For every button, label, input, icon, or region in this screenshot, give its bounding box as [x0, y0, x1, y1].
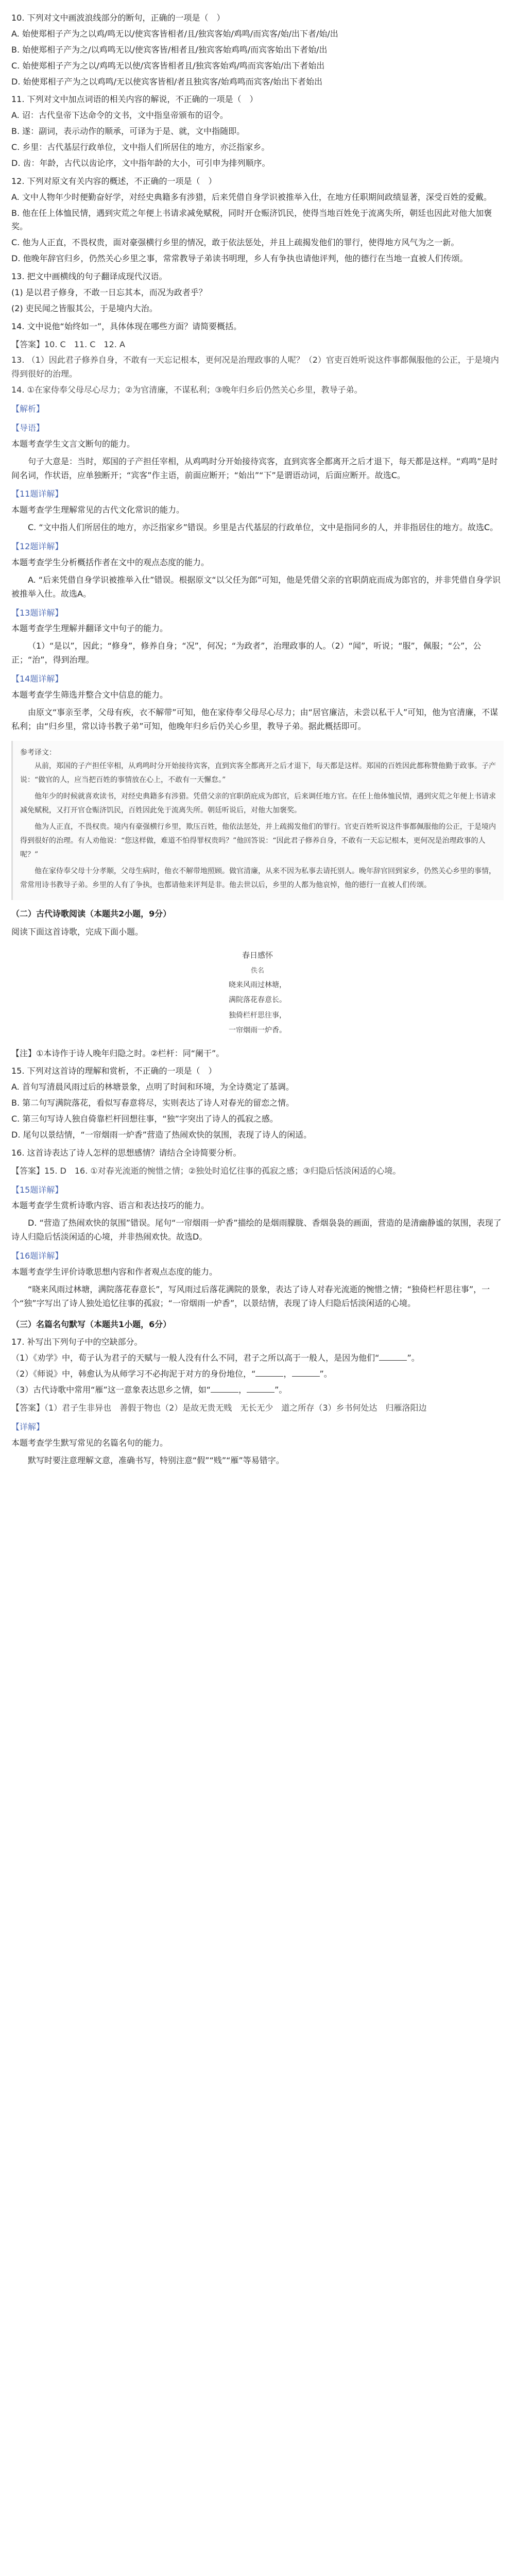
option-a: A. 文中人物年少时便勤奋好学，对经史典籍多有涉猎，后来凭借自身学识被推举入仕，在地方任职期间政绩显著，深受百姓的爱戴。 [11, 192, 492, 202]
option-a: A. 始使郑相子产为之以鸡/鸣无以/使宾客皆相者/且/独宾客始/鸡鸣/而宾客/始/出下者/始/出 [11, 28, 338, 39]
poem-title: 春日感怀 [242, 951, 273, 960]
analysis-detail: C. “文中指人们所居住的地方，亦泛指家乡”错误。乡里是古代基层的行政单位，文中是指同乡的人，并非指居住的地方。故选C。 [28, 522, 499, 533]
fill-blank[interactable] [379, 1360, 407, 1361]
question-stem: 12. 下列对原文有关内容的概述，不正确的一项是（ ） [11, 176, 217, 186]
fill-text: （3）古代诗歌中常用“雁”这一意象表达思乡之情，如“ [11, 1385, 211, 1395]
option-d: D. 他晚年辞官归乡，仍然关心乡里之事，常常教导子弟读书明理，乡人有争执也请他评判，他的德行在当地一直被人们传颂。 [11, 253, 468, 264]
answer-line: 【答案】10. C 11. C 12. A [11, 339, 125, 349]
analysis-text: 本题考查学生分析概括作者在文中的观点态度的能力。 [11, 557, 210, 567]
question-13 [11, 270, 504, 316]
analysis-tag: 【15题详解】 [11, 1184, 63, 1195]
translation-paragraph: 从前，郑国的子产担任宰相，从鸡鸣时分开始接待宾客，直到宾客全都离开之后才退下，每天都是这样。郑国的百姓因此都称赞他勤于政事。子产说：“做官的人，应当把百姓的事情放在心上，不敢有一天懈怠。” [20, 762, 496, 784]
translation-item-1: (1) 是以君子修身，不敢一日忘其本，而况为政者乎？ [11, 287, 207, 297]
fill-text: ， [238, 1385, 247, 1395]
analysis-text: 本题考查学生默写常见的名篇名句的能力。 [11, 1437, 168, 1448]
question-17 [11, 1335, 504, 1397]
poem-note: 【注】①本诗作于诗人晚年归隐之时。②栏杆：同“阑干”。 [11, 1048, 225, 1058]
translation-paragraph: 他年少的时候就喜欢读书，对经史典籍多有涉猎。凭借父亲的官职荫庇成为郎官，后来调任地方官。在任上他体恤民情，遇到灾荒之年便上书请求减免赋税，又打开官仓赈济饥民，百姓因此免于流离失所。朝廷听说后，对他大加褒奖。 [20, 792, 496, 815]
question-15 [11, 1064, 504, 1142]
poem-author: 佚名 [250, 967, 264, 975]
option-c: C. 始使郑相子产为之以/鸡鸣无以使/宾客皆相者且/独宾客始鸡/鸣而宾客始/出下者始出 [11, 60, 325, 71]
option-d: D. 尾句以景结情，“一帘烟雨一炉香”营造了热闹欢快的氛围，表现了诗人的闲适。 [11, 1129, 312, 1140]
fill-text: （1）《劝学》中，荀子认为君子的天赋与一般人没有什么不同，君子之所以高于一般人，是因为他们“ [11, 1353, 380, 1363]
poem-line: 独倚栏杆思往事， [229, 1011, 286, 1020]
question-12 [11, 175, 504, 266]
analysis-detail: D. “营造了热闹欢快的氛围”错误。尾句“一帘烟雨一炉香”描绘的是烟雨朦胧、香烟袅袅的画面，营造的是清幽静谧的氛围，表现了诗人归隐后恬淡闲适的心境，并非热闹欢快。故选D。 [11, 1218, 502, 1242]
question-11 [11, 93, 504, 170]
analysis-tag: 【12题详解】 [11, 541, 63, 551]
analysis-detail: “晓来风雨过林塘，满院落花春意长”，写风雨过后落花满院的景象，表达了诗人对春光流逝的惋惜之情；“独倚栏杆思往事”，一个“独”字写出了诗人独处追忆往事的孤寂；“一帘烟雨一炉香”，以景结情，表现了诗人归隐后恬淡闲适的心境。 [11, 1284, 490, 1308]
translation-paragraph: 他为人正直，不畏权贵。境内有豪强横行乡里，欺压百姓，他依法惩处，并上疏揭发他们的罪行。官吏百姓听说这件事都佩服他的公正，于是境内得到很好的治理。有人劝他说：“您这样做，难道不怕得罪权贵吗？”他回答说：“因此君子修养自身，不敢有一天忘记根本，更何况是治理政事的人呢？” [20, 823, 496, 859]
poem-line: 一帘烟雨一炉香。 [229, 1026, 286, 1035]
analysis-text: 本题考查学生赏析诗歌内容、语言和表达技巧的能力。 [11, 1200, 210, 1211]
translation-heading: 参考译文： [20, 748, 56, 757]
question-stem: 14. 文中说他“始终如一”，具体体现在哪些方面？请简要概括。 [11, 321, 242, 331]
option-c: C. 第三句写诗人独自倚靠栏杆回想往事，“独”字突出了诗人的孤寂之感。 [11, 1114, 278, 1124]
poem-intro: 阅读下面这首诗歌，完成下面小题。 [11, 927, 144, 937]
question-14 [11, 320, 504, 334]
analysis-text: 本题考查学生文言文断句的能力。 [11, 438, 135, 449]
analysis-detail: A. “后来凭借自身学识被推举入仕”错误。根据原文“以父任为郎”可知，他是凭借父亲的官职荫庇而成为郎官的，并非凭借自身学识被推举入仕。故选A。 [11, 574, 501, 599]
poem-block [191, 947, 324, 1038]
analysis-tag: 【解析】 [11, 404, 45, 414]
option-c: C. 他为人正直，不畏权贵，面对豪强横行乡里的情况，敢于依法惩处，并且上疏揭发他们的罪行，使得地方风气为之一新。 [11, 238, 459, 248]
analysis-tag: 【详解】 [11, 1421, 45, 1432]
question-stem: 17. 补写出下列句子中的空缺部分。 [11, 1337, 143, 1347]
question-stem: 10. 下列对文中画波浪线部分的断句，正确的一项是（ ） [11, 13, 225, 23]
section-heading: （三）名篇名句默写（本题共1小题，6分） [11, 1319, 171, 1329]
question-10 [11, 11, 504, 89]
option-d: D. 始使郑相子产为之以鸡鸣/无以使宾客皆相/者且独宾客/始鸡鸣而宾客/始出下者始出 [11, 76, 323, 87]
fill-item-1 [11, 1351, 504, 1365]
question-stem: 11. 下列对文中加点词语的相关内容的解说，不正确的一项是（ ） [11, 94, 258, 105]
analysis-text: 本题考查学生筛选并整合文中信息的能力。 [11, 689, 168, 700]
analysis-subtag: 【导语】 [11, 422, 45, 433]
option-b: B. 始使郑相子产为之/以鸡鸣无以/使宾客皆/相者且/独宾客始鸡鸣/而宾客始出下者始/出 [11, 44, 328, 55]
fill-blank[interactable] [292, 1376, 320, 1377]
question-stem: 16. 这首诗表达了诗人怎样的思想感情？请结合全诗简要分析。 [11, 1147, 242, 1158]
fill-text: ”。 [319, 1369, 332, 1379]
fill-blank[interactable] [211, 1392, 238, 1393]
fill-text: ， [283, 1369, 292, 1379]
answer-14: 14. ①在家侍奉父母尽心尽力；②为官清廉，不谋私利；③晚年归乡后仍然关心乡里，教导子弟。 [11, 385, 363, 395]
option-a: A. 首句写清晨风雨过后的林塘景象，点明了时间和环境，为全诗奠定了基调。 [11, 1082, 294, 1092]
analysis-detail: 句子大意是：当时，郑国的子产担任宰相，从鸡鸣时分开始接待宾客，直到宾客全都离开之后才退下，每天都是这样。“鸡鸣”是时间名词，作状语，应单独断开；“宾客”作主语，前面应断开；“始出”“下”是谓语动词，后面应断开。故选C。 [11, 456, 498, 480]
analysis-text: 本题考查学生理解并翻译文中句子的能力。 [11, 623, 168, 634]
option-a: A. 诏：古代皇帝下达命令的文书，文中指皇帝颁布的诏令。 [11, 110, 228, 121]
fill-item-2 [11, 1367, 504, 1381]
fill-item-3 [11, 1383, 504, 1397]
translation-paragraph: 他在家侍奉父母十分孝顺，父母生病时，他衣不解带地照顾。做官清廉，从来不因为私事去请托别人。晚年辞官回到家乡，仍然关心乡里的事情，常常用诗书教导子弟。乡里的人有了争执，也都请他来评判是非。他去世以后，乡里的人都为他哀悼，他的德行一直被人们传颂。 [20, 867, 496, 889]
question-stem: 13. 把文中画横线的句子翻译成现代汉语。 [11, 272, 167, 281]
analysis-tag: 【16题详解】 [11, 1251, 63, 1261]
analysis-text: 本题考查学生评价诗歌思想内容和作者观点态度的能力。 [11, 1266, 218, 1277]
question-16 [11, 1146, 504, 1160]
option-b: B. 第二句写满院落花，看似写春意将尽，实则表达了诗人对春光的留恋之情。 [11, 1098, 295, 1108]
analysis-tag: 【13题详解】 [11, 607, 63, 618]
fill-text: （2）《师说》中，韩愈认为从师学习不必拘泥于对方的身份地位，“ [11, 1369, 256, 1379]
analysis-detail: （1）“是以”，因此；“修身”，修养自身；“况”，何况；“为政者”，治理政事的人。（2）“闻”，听说；“服”，佩服；“公”，公正；“治”，得到治理。 [11, 641, 482, 665]
analysis-text: 本题考查学生理解常见的古代文化常识的能力。 [11, 505, 185, 515]
translation-item-2: (2) 吏民闻之皆服其公，于是境内大治。 [11, 303, 158, 313]
analysis-tag: 【14题详解】 [11, 674, 63, 684]
answer-line: 【答案】（1）君子生非异也 善假于物也（2）是故无贵无贱 无长无少 道之所存（3）乡书何处达 归雁洛阳边 [11, 1402, 427, 1413]
analysis-tag: 【11题详解】 [11, 489, 63, 499]
fill-blank[interactable] [247, 1392, 274, 1393]
answer-line: 【答案】15. D 16. ①对春光流逝的惋惜之情；②独处时追忆往事的孤寂之感；③归隐后恬淡闲适的心境。 [11, 1165, 401, 1176]
option-c: C. 乡里：古代基层行政单位，文中指人们所居住的地方，亦泛指家乡。 [11, 142, 270, 152]
section-heading: （二）古代诗歌阅读（本题共2小题，9分） [11, 909, 171, 919]
analysis-detail: 由原文“事亲至孝，父母有疾，衣不解带”可知，他在家侍奉父母尽心尽力；由“居官廉洁，未尝以私干人”可知，他为官清廉，不谋私利；由“归乡里，常以诗书教子弟”可知，他晚年归乡后仍关心乡里，教导子弟。据此概括即可。 [11, 707, 499, 731]
fill-text: ”。 [274, 1385, 287, 1395]
fill-blank[interactable] [255, 1376, 283, 1377]
option-b: B. 遂：副词，表示动作的顺承，可译为于是、就，文中指随即。 [11, 126, 245, 137]
answer-13: 13. （1）因此君子修养自身，不敢有一天忘记根本，更何况是治理政事的人呢？（2）官吏百姓听说这件事都佩服他的公正，于是境内得到很好的治理。 [11, 355, 499, 379]
option-d: D. 齿：年龄，古代以齿论序，文中指年龄的大小，可引申为排列顺序。 [11, 158, 270, 168]
option-b: B. 他在任上体恤民情，遇到灾荒之年便上书请求减免赋税，同时开仓赈济饥民，使得当地百姓免于流离失所，朝廷也因此对他大加褒奖。 [11, 208, 492, 232]
reference-translation [11, 741, 504, 901]
question-stem: 15. 下列对这首诗的理解和赏析，不正确的一项是（ ） [11, 1066, 217, 1076]
analysis-detail: 默写时要注意理解文意，准确书写，特别注意“假”“贱”“雁”等易错字。 [28, 1455, 284, 1465]
poem-line: 满院落花春意长。 [229, 996, 286, 1005]
poem-line: 晓来风雨过林塘， [229, 980, 286, 989]
fill-text: ”。 [407, 1353, 420, 1363]
